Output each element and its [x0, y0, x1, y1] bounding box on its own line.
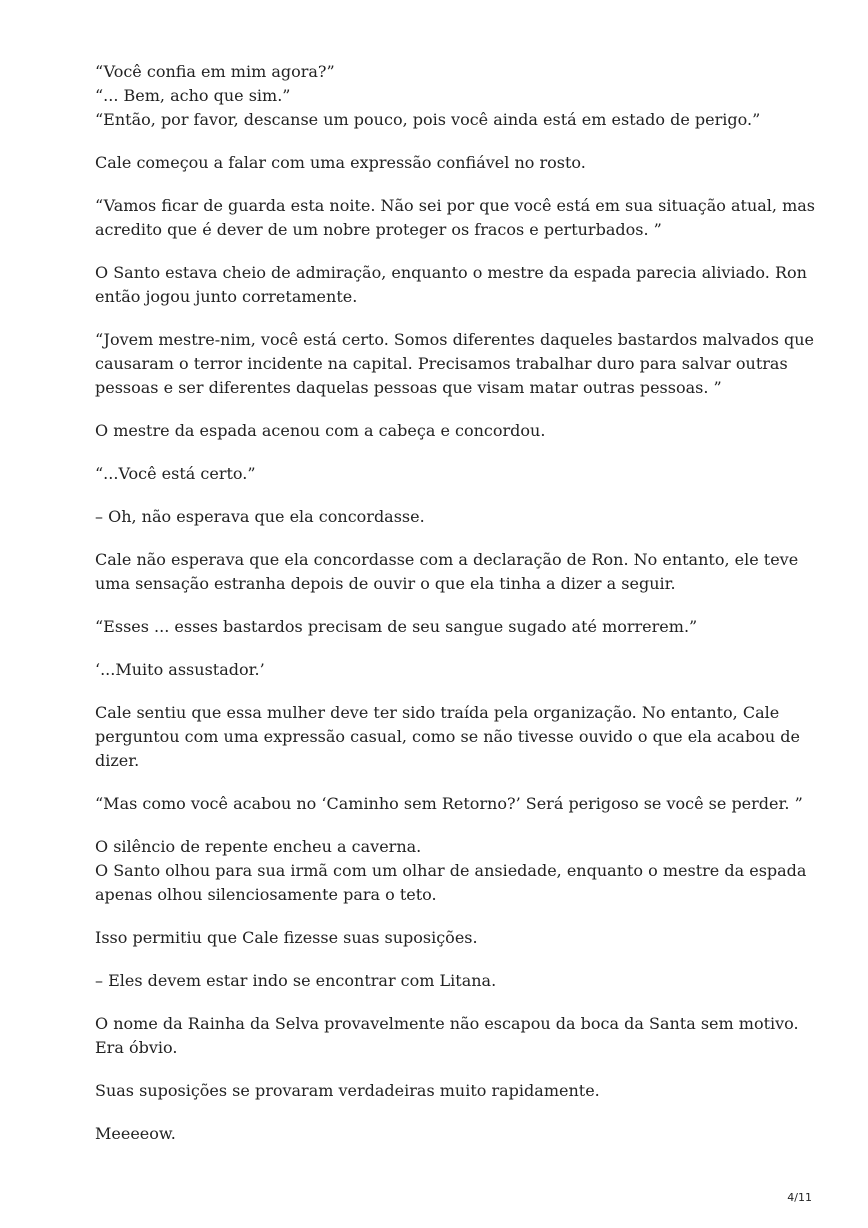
text-line: O Santo olhou para sua irmã com um olhar de ansiedade, enquanto o mestre da espada [95, 861, 807, 880]
text-line: pessoas e ser diferentes daquelas pessoas que visam matar outras pessoas. ” [95, 378, 722, 397]
text-line: O mestre da espada acenou com a cabeça e concordou. [95, 421, 546, 440]
paragraph [95, 1122, 795, 1146]
paragraph [95, 548, 799, 596]
text-line: “...Você está certo.” [95, 464, 256, 483]
text-line: “Jovem mestre-nim, você está certo. Somos diferentes daqueles bastardos malvados que [95, 330, 814, 349]
paragraph [95, 792, 803, 816]
paragraph [95, 835, 807, 907]
document-body [95, 60, 815, 1165]
paragraph [95, 505, 795, 529]
text-line: “Mas como você acabou no ‘Caminho sem Retorno?’ Será perigoso se você se perder. ” [95, 794, 803, 813]
text-line: – Eles devem estar indo se encontrar com Litana. [95, 971, 497, 990]
paragraph [95, 194, 815, 242]
text-line: “Esses ... esses bastardos precisam de seu sangue sugado até morrerem.” [95, 617, 698, 636]
paragraph [95, 926, 795, 950]
text-line: “Vamos ficar de guarda esta noite. Não sei por que você está em sua situação atual, mas [95, 196, 815, 215]
text-line: Cale começou a falar com uma expressão confiável no rosto. [95, 153, 586, 172]
paragraph [95, 615, 795, 639]
text-line: “Você confia em mim agora?” [95, 62, 335, 81]
text-line: O Santo estava cheio de admiração, enquanto o mestre da espada parecia aliviado. Ron [95, 263, 807, 282]
paragraph [95, 328, 814, 400]
text-line: uma sensação estranha depois de ouvir o que ela tinha a dizer a seguir. [95, 574, 676, 593]
paragraph [95, 969, 795, 993]
text-line: ‘...Muito assustador.’ [95, 660, 265, 679]
text-line: Cale não esperava que ela concordasse com a declaração de Ron. No entanto, ele teve [95, 550, 799, 569]
text-line: Era óbvio. [95, 1038, 178, 1057]
text-line: perguntou com uma expressão casual, como se não tivesse ouvido o que ela acabou de [95, 727, 800, 746]
text-line: Cale sentiu que essa mulher deve ter sido traída pela organização. No entanto, Cale [95, 703, 780, 722]
paragraph [95, 658, 795, 682]
text-line: “Então, por favor, descanse um pouco, pois você ainda está em estado de perigo.” [95, 110, 761, 129]
text-line: Suas suposições se provaram verdadeiras muito rapidamente. [95, 1081, 600, 1100]
paragraph [95, 701, 800, 773]
text-line: – Oh, não esperava que ela concordasse. [95, 507, 425, 526]
text-line: “... Bem, acho que sim.” [95, 86, 291, 105]
paragraph [95, 419, 795, 443]
paragraph [95, 1012, 799, 1060]
text-line: dizer. [95, 751, 140, 770]
text-line: Isso permitiu que Cale fizesse suas suposições. [95, 928, 478, 947]
page-number: 4/11 [787, 1191, 812, 1204]
paragraph [95, 151, 795, 175]
text-line: O nome da Rainha da Selva provavelmente não escapou da boca da Santa sem motivo. [95, 1014, 799, 1033]
text-line: acredito que é dever de um nobre proteger os fracos e perturbados. ” [95, 220, 662, 239]
paragraph [95, 60, 795, 132]
paragraph [95, 462, 795, 486]
text-line: O silêncio de repente encheu a caverna. [95, 837, 422, 856]
paragraph [95, 1079, 795, 1103]
text-line: Meeeeow. [95, 1124, 176, 1143]
text-line: então jogou junto corretamente. [95, 287, 358, 306]
paragraph [95, 261, 807, 309]
text-line: apenas olhou silenciosamente para o teto. [95, 885, 437, 904]
text-line: causaram o terror incidente na capital. Precisamos trabalhar duro para salvar outras [95, 354, 788, 373]
